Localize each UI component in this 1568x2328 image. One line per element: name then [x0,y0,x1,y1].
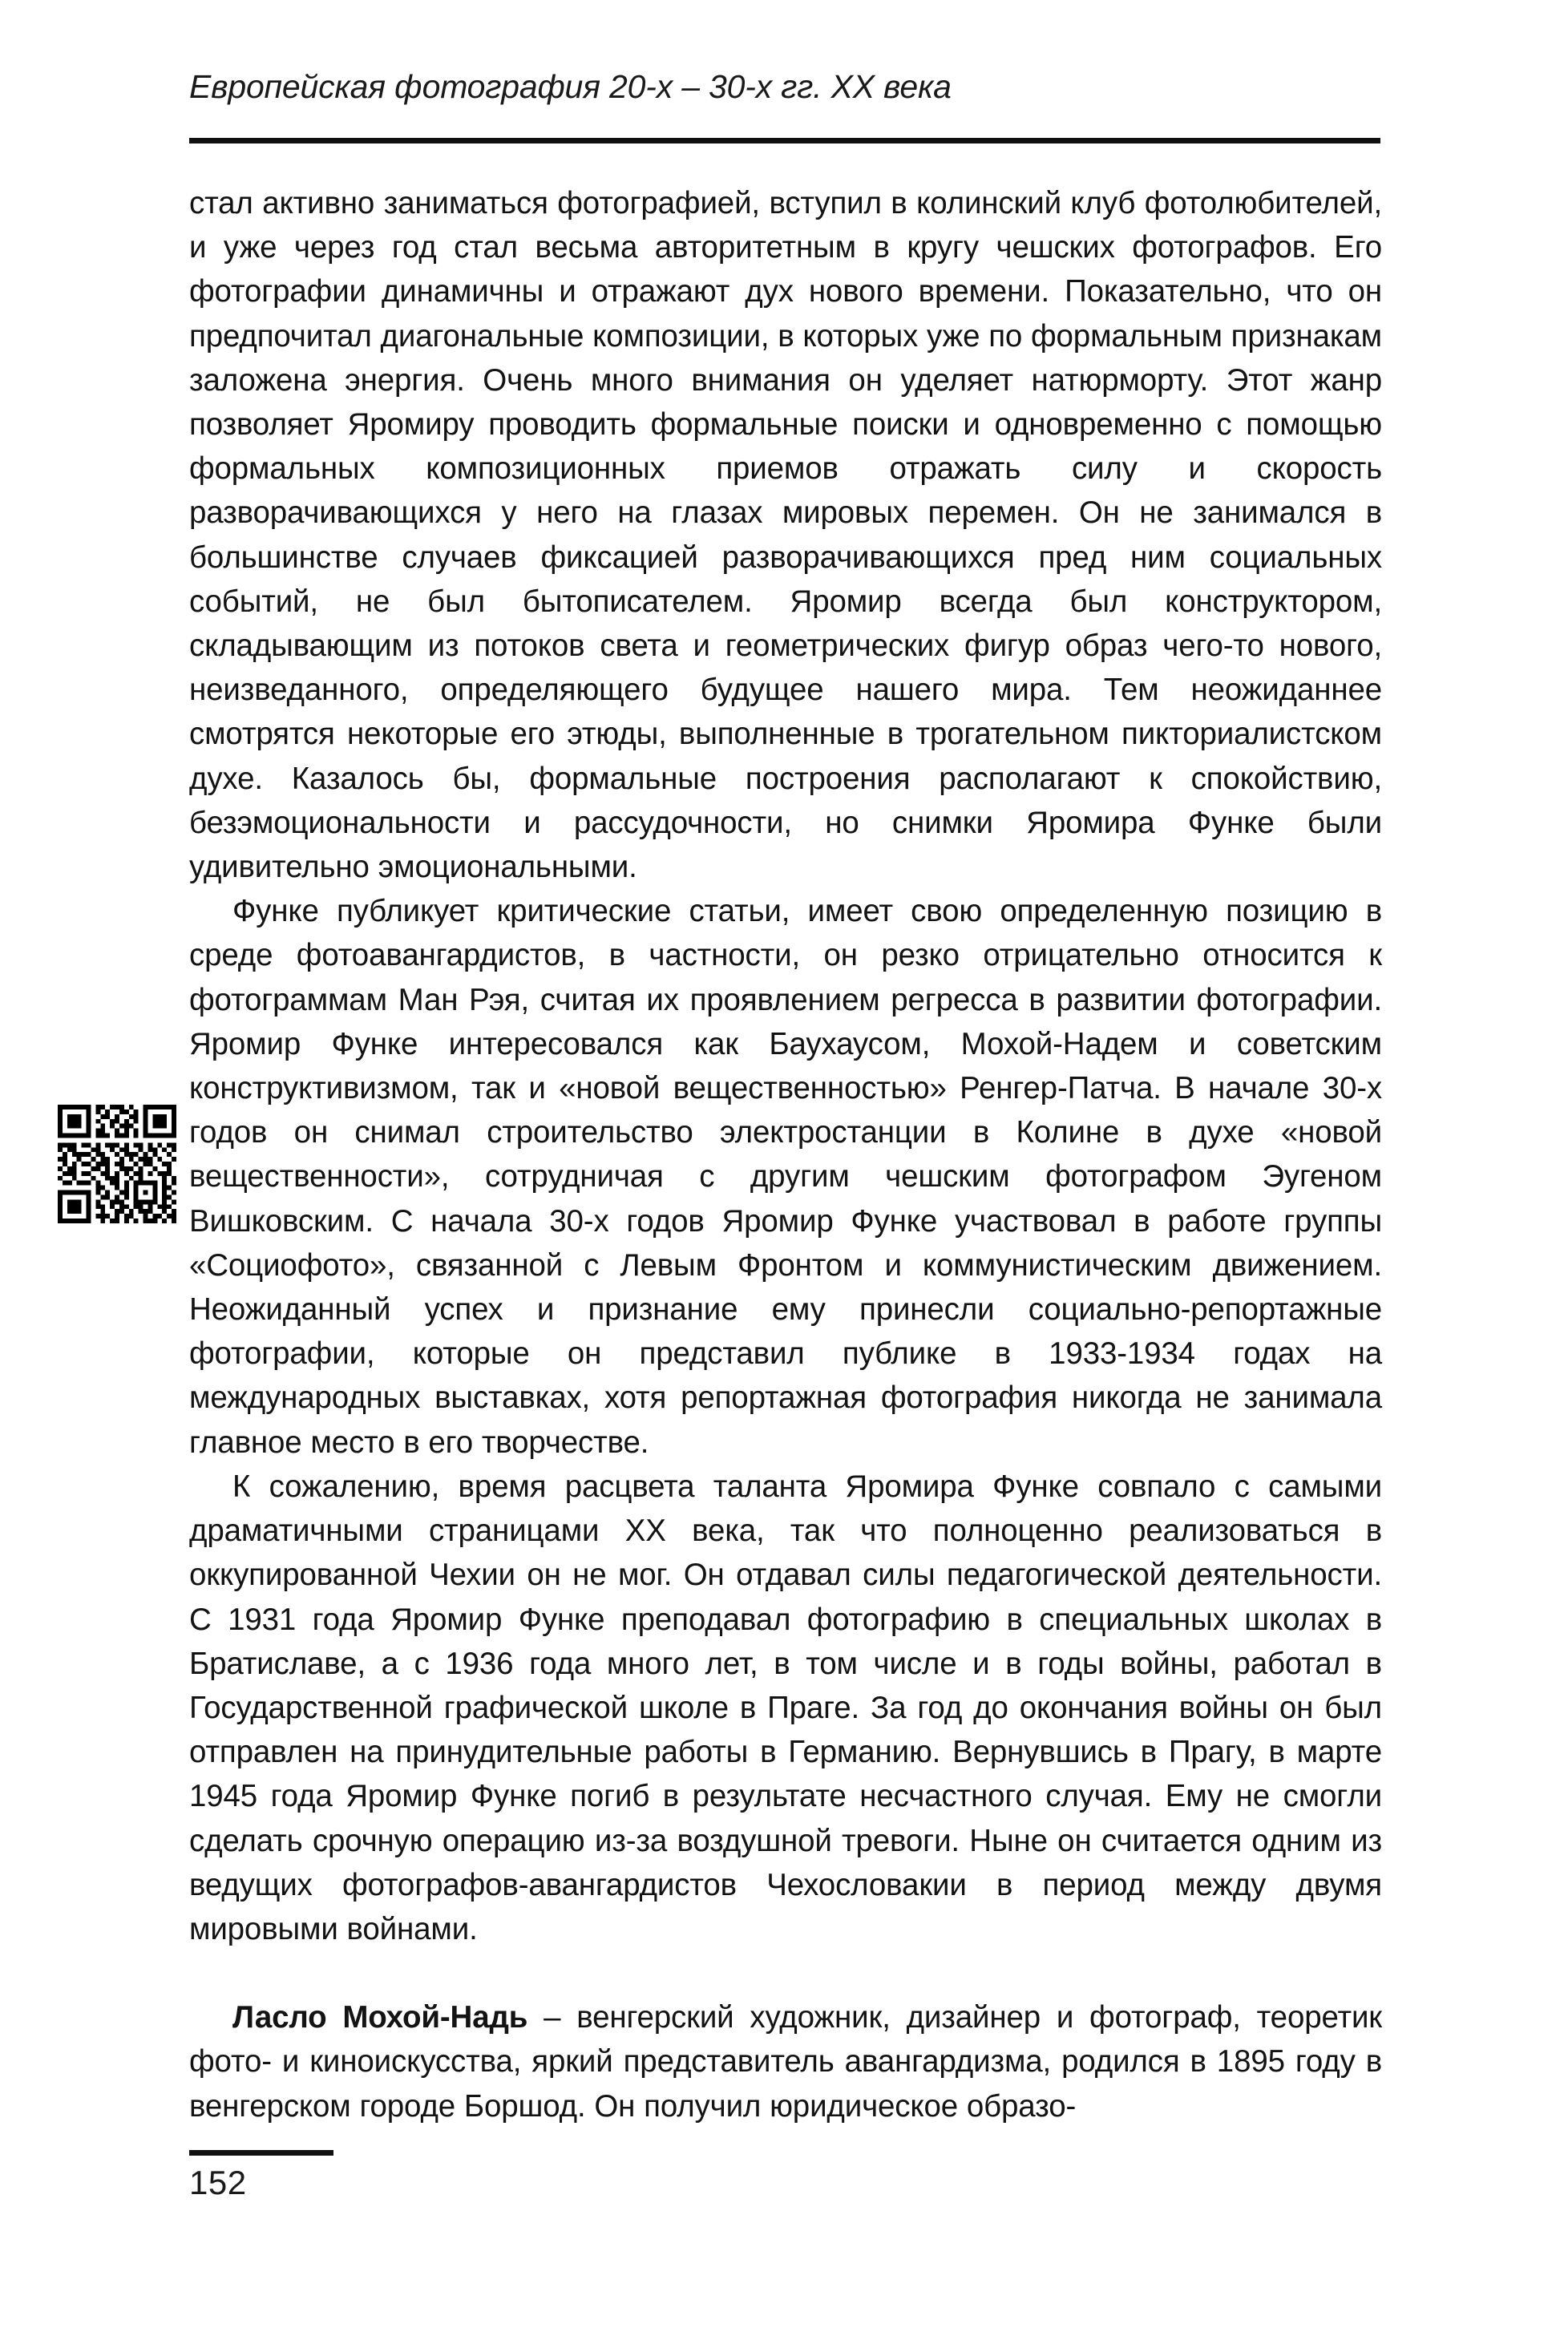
paragraph-continued: стал активно заниматься фотографией, вступил в колинский клуб фотолюбителей, и уже через год стал весьма авторитетным в кругу чешских фотографов. Его фотографии динамичны и отражают дух нового времени. Показательно, что он предпочитал диагональные композиции, в которых уже по формальным признакам заложена энергия. Очень много внимания он уделяет натюрморту. Этот жанр позволяет Яромиру проводить формальные поиски и одновременно с помощью формальных композиционных приемов отражать силу и скорость разворачивающихся у него на глазах мировых перемен. Он не занимался в большинстве случаев фиксацией разворачивающихся пред ним социальных событий, не был бытописателем. Яромир всегда был конструктором, складывающим из потоков света и геометрических фигур образ чего-то нового, неизведанного, определяющего будущее нашего мира. Тем неожиданнее смотрятся некоторые его этюды, выполненные в трогательном пикториалистском духе. Казалось бы, формальные построения располагают к спокойствию, безэмоциональности и рассудочности, но снимки Яромира Функе были удивительно эмоциональными. [189,186,1382,885]
body-text-column [189,181,1382,2128]
paragraph-funke-death: К сожалению, время расцвета таланта Яромира Функе совпало с самыми драматичными страницами XX века, так что полноценно реализоваться в оккупированной Чехии он не мог. Он отдавал силы педагогической деятельности. С 1931 года Яромир Функе преподавал фотографию в специальных школах в Братиславе, а с 1936 года много лет, в том числе и в годы войны, работал в Государственной графической школе в Праге. За год до окончания войны он был отправлен на принудительные работы в Германию. Вернувшись в Прагу, в марте 1945 года Яромир Функе погиб в результате несчастного случая. Ему не смогли сделать срочную операцию из-за воздушной тревоги. Ныне он считается одним из ведущих фотографов-авангардистов Чехословакии в период между двумя мировыми войнами. [189,1469,1382,1946]
paragraph-moholy-nagy-rest: – венгерский художник, дизайнер и фотограф, теоретик фото- и киноискусства, яркий представитель авангардизма, родился в 1895 году в венгерском городе Боршод. Он получил юридическое образо- [189,2000,1382,2124]
header-rule [189,138,1380,143]
person-name-moholy-nagy: Ласло Мохой-Надь [232,2000,528,2035]
page-number: 152 [189,2164,247,2201]
qr-code [58,1105,176,1223]
paragraph-funke-critic: Функе публикует критические статьи, имеет свою определенную позицию в среде фотоавангардистов, в частности, он резко отрицательно относится к фотограммам Ман Рэя, считая их проявлением регресса в развитии фотографии. Яромир Функе интересовался как Баухаусом, Мохой-Надем и советским конструктивизмом, так и «новой вещественностью» Ренгер-Патча. В начале 30-х годов он снимал строительство электростанции в Колине в духе «новой вещественности», сотрудничая с другим чешским фотографом Эугеном Вишковским. С начала 30-х годов Яромир Функе участвовал в работе группы «Социофото», связанной с Левым Фронтом и коммунистическим движением. Неожиданный успех и признание ему принесли социально-репортажные фотографии, которые он представил публике в 1933-1934 годах на международных выставках, хотя репортажная фотография никогда не занимала главное место в его творчестве. [189,894,1382,1460]
paragraph-moholy-nagy [189,1995,1382,2128]
folio-rule [189,2150,333,2156]
running-head: Европейская фотография 20-х – 30-х гг. XX века [189,68,952,105]
